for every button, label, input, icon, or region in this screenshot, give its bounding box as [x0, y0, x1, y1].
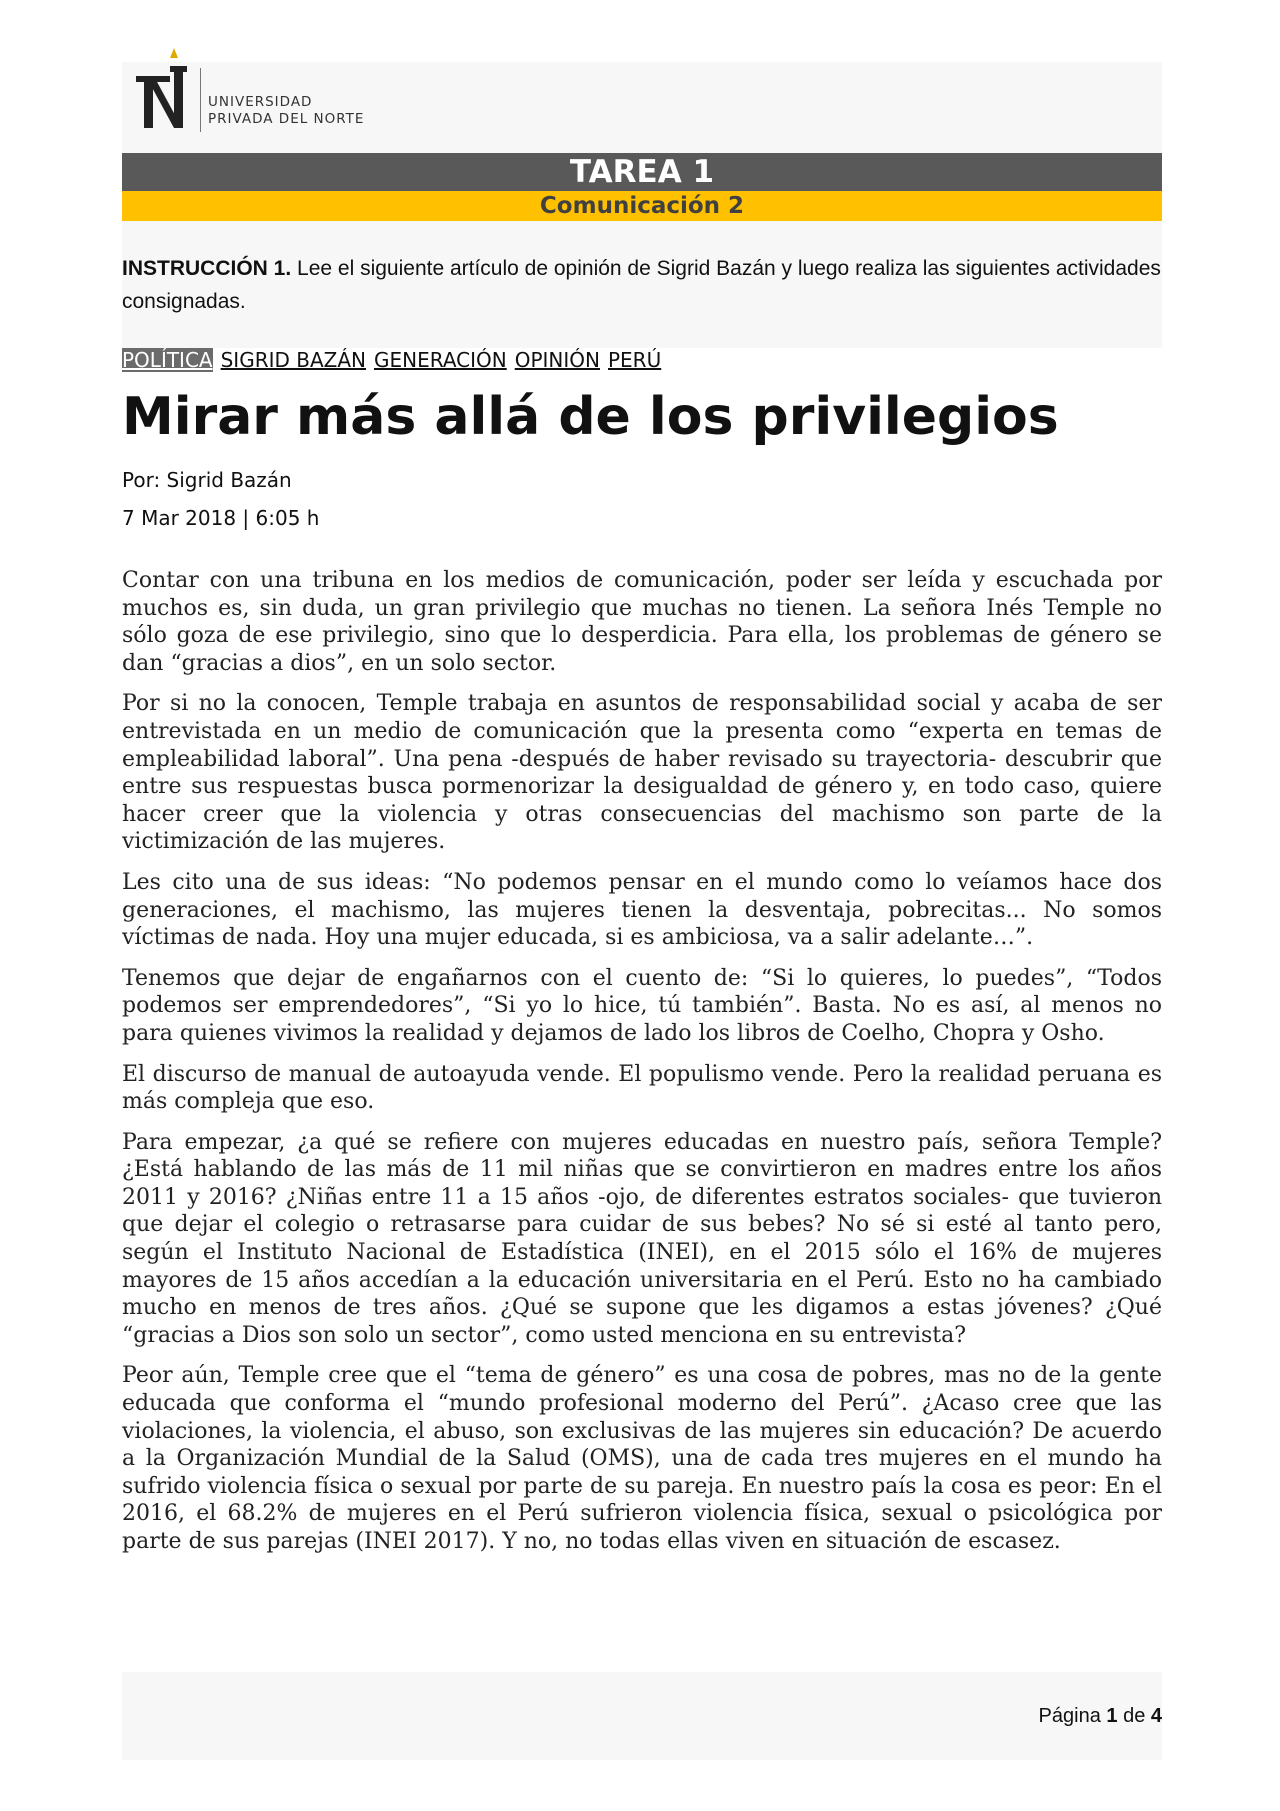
tag-list — [122, 346, 669, 374]
article-paragraph: El discurso de manual de autoayuda vende. El populismo vende. Pero la realidad peruana es más compleja que eso. — [122, 1061, 1162, 1115]
article-paragraph: Por si no la conocen, Temple trabaja en asuntos de responsabilidad social y acaba de ser entrevistada en un medio de comunicación que la presenta como “experta en temas de empleabilidad laboral”. Una pena -después de haber revisado su trayectoria- descubrir que entre sus respuestas busca pormenorizar la desigualdad de género y, en todo caso, quiere hacer creer que la violencia y otras consecuencias del machismo son parte de la victimización de las mujeres. — [122, 691, 1162, 855]
article-body — [122, 567, 1162, 1569]
tag-politica[interactable]: POLÍTICA — [122, 348, 213, 372]
article-paragraph: Les cito una de sus ideas: “No podemos pensar en el mundo como lo veíamos hace dos generaciones, el machismo, las mujeres tienen la desventaja, pobrecitas... No somos víctimas de nada. Hoy una mujer educada, si es ambiciosa, va a salir adelante…”. — [122, 869, 1162, 951]
article-paragraph: Peor aún, Temple cree que el “tema de género” es una cosa de pobres, mas no de la gente educada que conforma el “mundo profesional moderno del Perú”. ¿Acaso cree que las violaciones, la violencia, el abuso, son exclusivas de las mujeres sin educación? De acuerdo a la Organización Mundial de la Salud (OMS), una de cada tres mujeres en el mundo ha sufrido violencia física o sexual por parte de su pareja. En nuestro país la cosa es peor: En el 2016, el 68.2% de mujeres en el Perú sufrieron violencia física, sexual o psicológica por parte de sus parejas (INEI 2017). Y no, no todas ellas viven en situación de escasez. — [122, 1363, 1162, 1554]
article-paragraph: Tenemos que dejar de engañarnos con el cuento de: “Si lo quieres, lo puedes”, “Todos podemos ser emprendedores”, “Si yo lo hice, tú también”. Basta. No es así, al menos no para quienes vivimos la realidad y dejamos de lado los libros de Coelho, Chopra y Osho. — [122, 965, 1162, 1046]
tag-sigrid-bazan[interactable]: SIGRID BAZÁN — [220, 348, 366, 372]
page-footer — [1039, 1702, 1162, 1730]
footer-background — [122, 1672, 1162, 1760]
of-label: de — [1117, 1705, 1151, 1727]
page-label: Página — [1038, 1705, 1107, 1727]
university-logo — [134, 46, 404, 136]
tag-peru[interactable]: PERÚ — [607, 348, 662, 372]
article-headline: Mirar más allá de los privilegios — [122, 387, 1059, 447]
instruction-body: Lee el siguiente artículo de opinión de Sigrid Bazán y luego realiza las siguientes actividades consignadas. — [122, 257, 1161, 313]
total-pages: 4 — [1150, 1705, 1162, 1727]
logo-divider — [200, 68, 201, 132]
logo-text-line1: UNIVERSIDAD — [208, 94, 313, 110]
page-number: 1 — [1106, 1705, 1118, 1727]
article-byline: Por: Sigrid Bazán — [122, 468, 292, 492]
tag-opinion[interactable]: OPINIÓN — [514, 348, 600, 372]
course-subtitle: Comunicación 2 — [122, 191, 1162, 221]
article-date: 7 Mar 2018 | 6:05 h — [122, 506, 320, 530]
upn-n-icon — [134, 46, 204, 136]
article-paragraph: Para empezar, ¿a qué se refiere con mujeres educadas en nuestro país, señora Temple? ¿Está hablando de las más de 11 mil niñas que se convirtieron en madres entre los años 2011 y 2016? ¿Niñas entre 11 a 15 años -ojo, de diferentes estratos sociales- que tuvieron que dejar el colegio o retrasarse para cuidar de sus bebes? No sé si esté al tanto pero, según el Instituto Nacional de Estadística (INEI), en el 2015 sólo el 16% de mujeres mayores de 15 años accedían a la educación universitaria en el Perú. Esto no ha cambiado mucho en menos de tres años. ¿Qué se supone que les digamos a estas jóvenes? ¿Qué “gracias a Dios son solo un sector”, como usted menciona en su entrevista? — [122, 1129, 1162, 1348]
tag-generacion[interactable]: GENERACIÓN — [374, 348, 507, 372]
instruction-text — [122, 252, 1162, 318]
task-title: TAREA 1 — [122, 153, 1162, 191]
article-paragraph: Contar con una tribuna en los medios de comunicación, poder ser leída y escuchada por muchos es, sin duda, un gran privilegio que muchas no tienen. La señora Inés Temple no sólo goza de ese privilegio, sino que lo desperdicia. Para ella, los problemas de género se dan “gracias a dios”, en un solo sector. — [122, 568, 1162, 676]
logo-text-line2: PRIVADA DEL NORTE — [208, 111, 365, 127]
instruction-label: INSTRUCCIÓN 1. — [122, 257, 292, 280]
